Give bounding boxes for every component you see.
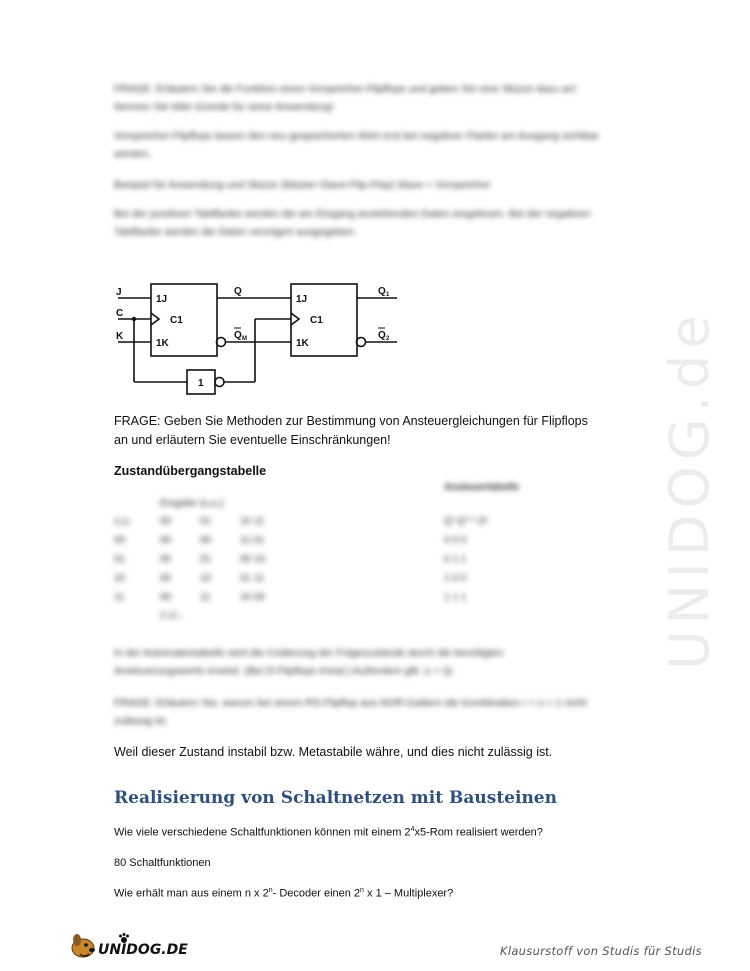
junction-dot [132,317,136,321]
inverter-label: 1 [198,378,204,389]
label-c: C [116,308,124,319]
cell: 00 10 [240,554,266,565]
blurred-example-line: Beispiel für Anwendung und Skizze (Master-Slave-Flip-Flop) Slave = Vorspeicher [114,179,491,191]
cell: 11 01 [240,535,265,546]
blurred-automatentabelle-text: In der Automatentabelle wird die Codierung der Folgezustände durch die benötigten Ansteuerungswerte ersetzt. (Bei D-Flipflops trivial.) Außerdem gilt: zᵢ = Qᵢ [114,647,504,677]
label-q2-sub: 2 [386,336,390,342]
q3-b: - Decoder einen 2 [272,887,361,900]
blurred-question-vorspeicher: FRAGE: Erläutern Sie die Funktion eines Vorspeicher-Flipflops und geben Sie eine Skizze dazu an! Nennen Sie bitte Gründe für seine Anwendung! [114,83,577,113]
cell: 00 [160,535,172,546]
cell: 10 11 [240,516,265,527]
label-j: J [116,287,122,298]
ff2-k: 1K [296,338,309,349]
ff1-c: C1 [170,315,183,326]
cell: Qᵗ Qᵗ⁺¹ Dᵗ [444,516,488,527]
footer-logo [68,930,198,962]
ff2-j: 1J [296,294,308,305]
cell: 10 [114,573,126,584]
blurred-rs-flipflop-question: FRAGE: Erläutern Sie, warum bei einem RS-Flipflop aus NOR-Gattern die Kombination r = s = 1 nicht zulässig ist. [114,697,587,727]
answer-metastabil: Weil dieser Zustand instabil bzw. Metastabile währe, und dies nicht zulässig ist. [114,745,553,759]
q3-c: x 1 – Multiplexer? [363,887,454,900]
q3-sup2: n [360,887,364,894]
label-q1: Q [378,286,386,297]
label-q1-sub: 1 [386,292,390,298]
answer-schaltfunktionen: 80 Schaltfunktionen [114,857,211,869]
cell: 01 11 [240,573,265,584]
cell: 00 [160,554,172,565]
q2-sup: 4 [410,826,415,833]
cell: 11 [114,592,125,603]
table-footer: z'₁z'₂ [160,610,182,621]
q2-post: x5-Rom realisiert werden? [414,826,543,839]
label-qm: Q [234,330,242,341]
table-title-zustand: Zustandübergangstabelle [114,464,267,478]
zustand-table [114,496,314,626]
q2-pre: Wie viele verschiedene Schaltfunktionen können mit einem 2 [114,826,411,839]
cell: z₁z₂ [114,516,132,527]
question-rom [114,826,543,839]
cell: 00 [160,573,172,584]
cell: 01 [200,516,212,527]
cell: 10 00 [240,592,266,603]
ansteuer-table [444,482,564,612]
blurred-taktflanke-text: Bei der positiven Taktflanke werden die am Eingang anstehenden Daten eingelesen. Bei der negativen Taktflanke werden die Daten verzögert ausgegeben. [114,208,591,238]
cell: 10 [200,573,212,584]
q3-sup1: n [268,887,273,894]
cell: 00 [160,516,172,527]
logo-text: UNIDOG.DE [98,942,188,958]
dog-icon [68,930,98,960]
label-q: Q [234,286,242,297]
cell: 01 [114,554,126,565]
section-heading: Realisierung von Schaltnetzen mit Bausteinen [114,788,557,808]
table-header: Eingabe (x₁x₂) [160,498,224,509]
watermark: UNIDOG.de [658,309,721,670]
cell: 00 [160,592,172,603]
blurred-answer-vorspeicher: Vorspeicher-Flipflops lassen den neu gespeicherten Wert erst bei negativer Flanke am Ausgang sichtbar werden. [114,130,599,160]
question-ansteuergleichungen: FRAGE: Geben Sie Methoden zur Bestimmung von Ansteuergleichungen für Flipflops an und erläutern Sie eventuelle Einschränkungen! [114,414,588,447]
label-qm-sub: M [242,336,247,342]
cell: 0 0 0 [444,535,467,546]
cell: 00 [200,535,212,546]
ff2-c: C1 [310,315,323,326]
ff1-j: 1J [156,294,168,305]
question-decoder [114,887,453,900]
cell: 1 0 0 [444,573,467,584]
master-slave-flipflop-diagram [110,278,410,403]
cell: 00 [114,535,126,546]
cell: 0 1 1 [444,554,467,565]
label-k: K [116,331,124,342]
ansteuer-title: Ansteuertabelle [444,482,520,493]
q3-a: Wie erhält man aus einem n x 2 [114,887,269,900]
cell: 11 [200,592,211,603]
cell: 1 1 1 [444,592,467,603]
cell: 01 [200,554,212,565]
footer-tagline: Klausurstoff von Studis für Studis [500,944,702,958]
ff1-k: 1K [156,338,169,349]
label-q2: Q [378,330,386,341]
